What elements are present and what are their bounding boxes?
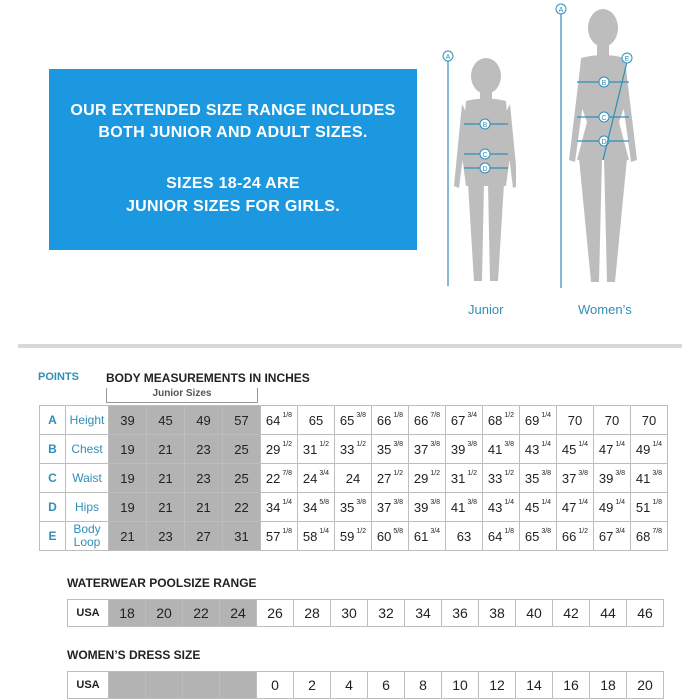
- table-row: [40, 522, 668, 551]
- whole-value: 35: [339, 499, 355, 515]
- whole-value: 70: [604, 412, 620, 428]
- womens-marker-a: A: [558, 7, 564, 14]
- junior-marker-c: C: [482, 152, 488, 159]
- fraction-value: 1/2: [317, 440, 330, 448]
- adult-size: 40: [516, 600, 553, 627]
- fraction-value: 1/2: [576, 527, 589, 535]
- adult-value: [261, 464, 298, 493]
- whole-value: 66: [376, 412, 392, 428]
- fraction-value: 3/8: [391, 440, 404, 448]
- fraction-value: 1/8: [502, 527, 515, 535]
- whole-value: 37: [561, 470, 577, 486]
- whole-value: 57: [265, 528, 281, 544]
- fraction-value: 1/4: [613, 498, 626, 506]
- adult-value: [631, 493, 668, 522]
- whole-value: 64: [487, 528, 503, 544]
- adult-value: [446, 406, 483, 435]
- junior-figure-label: Junior: [468, 302, 504, 317]
- whole-value: 68: [635, 528, 651, 544]
- point-letter: C: [40, 464, 66, 493]
- adult-size: 26: [257, 600, 294, 627]
- measurement-name: Height: [66, 406, 109, 435]
- junior-size: 18: [109, 600, 146, 627]
- adult-size: 36: [442, 600, 479, 627]
- adult-value: [520, 406, 557, 435]
- womens-marker-b: B: [601, 80, 607, 87]
- fraction-value: 7/8: [280, 469, 293, 477]
- junior-value: 21: [185, 493, 223, 522]
- adult-value: [446, 493, 483, 522]
- point-letter: A: [40, 406, 66, 435]
- adult-size: 14: [516, 672, 553, 699]
- whole-value: 22: [265, 470, 281, 486]
- adult-value: [520, 435, 557, 464]
- info-banner: [49, 69, 417, 250]
- banner-line-1: OUR EXTENDED SIZE RANGE INCLUDES: [70, 102, 396, 119]
- womens-marker-e: E: [624, 56, 630, 63]
- adult-value: [372, 493, 409, 522]
- whole-value: 66: [413, 412, 429, 428]
- fraction-value: 1/4: [613, 440, 626, 448]
- junior-size: 22: [183, 600, 220, 627]
- whole-value: 35: [376, 441, 392, 457]
- whole-value: 59: [339, 528, 355, 544]
- whole-value: 68: [487, 412, 503, 428]
- adult-value: [594, 406, 631, 435]
- adult-value: [298, 435, 335, 464]
- fraction-value: 3/8: [428, 440, 441, 448]
- adult-value: [557, 406, 594, 435]
- adult-size: 44: [590, 600, 627, 627]
- adult-value: [409, 522, 446, 551]
- whole-value: 47: [561, 499, 577, 515]
- junior-marker-a: A: [445, 54, 451, 61]
- junior-marker-d: D: [482, 166, 488, 173]
- whole-value: 47: [598, 441, 614, 457]
- fraction-value: 1/4: [502, 498, 515, 506]
- junior-value: 23: [147, 522, 185, 551]
- adult-value: [557, 493, 594, 522]
- whole-value: 49: [598, 499, 614, 515]
- fraction-value: 1/2: [502, 411, 515, 419]
- section-divider: [18, 344, 682, 348]
- whole-value: 31: [302, 441, 318, 457]
- dress-size-table: [67, 671, 664, 699]
- fraction-value: 1/4: [576, 440, 589, 448]
- adult-size: 12: [479, 672, 516, 699]
- adult-size: 18: [590, 672, 627, 699]
- adult-value: [483, 435, 520, 464]
- adult-size: 0: [257, 672, 294, 699]
- adult-value: [594, 493, 631, 522]
- adult-value: [335, 464, 372, 493]
- adult-value: [261, 406, 298, 435]
- fraction-value: 3/8: [428, 498, 441, 506]
- whole-value: 41: [635, 470, 651, 486]
- table-row: [40, 406, 668, 435]
- whole-value: 33: [339, 441, 355, 457]
- adult-value: [372, 435, 409, 464]
- whole-value: 31: [450, 470, 466, 486]
- whole-value: 37: [413, 441, 429, 457]
- adult-value: [261, 522, 298, 551]
- junior-sizes-bracket: [106, 388, 258, 403]
- fraction-value: 1/4: [539, 498, 552, 506]
- adult-value: [298, 464, 335, 493]
- adult-size: 4: [331, 672, 368, 699]
- womens-marker-d: D: [601, 139, 607, 146]
- fraction-value: 1/8: [280, 527, 293, 535]
- point-letter: D: [40, 493, 66, 522]
- fraction-value: 1/2: [354, 527, 367, 535]
- junior-size: 20: [146, 600, 183, 627]
- measurement-name: Chest: [66, 435, 109, 464]
- fraction-value: 1/4: [576, 498, 589, 506]
- adult-size: 34: [405, 600, 442, 627]
- adult-value: [631, 522, 668, 551]
- adult-value: [335, 435, 372, 464]
- junior-value: 19: [109, 464, 147, 493]
- whole-value: 60: [376, 528, 392, 544]
- whole-value: 45: [561, 441, 577, 457]
- whole-value: 67: [598, 528, 614, 544]
- fraction-value: 1/4: [539, 411, 552, 419]
- junior-size: [109, 672, 146, 699]
- measurement-name: Body Loop: [66, 522, 109, 551]
- junior-value: 25: [223, 435, 261, 464]
- whole-value: 64: [265, 412, 281, 428]
- whole-value: 65: [308, 412, 324, 428]
- adult-value: [335, 522, 372, 551]
- fraction-value: 1/2: [280, 440, 293, 448]
- womens-figure-label: Women’s: [578, 302, 632, 317]
- adult-size: 10: [442, 672, 479, 699]
- poolsize-table: [67, 599, 664, 627]
- whole-value: 66: [561, 528, 577, 544]
- junior-size: [220, 672, 257, 699]
- fraction-value: 3/8: [650, 469, 663, 477]
- whole-value: 27: [376, 470, 392, 486]
- junior-value: 49: [185, 406, 223, 435]
- fraction-value: 3/8: [539, 469, 552, 477]
- fraction-value: 3/4: [428, 527, 441, 535]
- point-letter: B: [40, 435, 66, 464]
- whole-value: 33: [487, 470, 503, 486]
- whole-value: 49: [635, 441, 651, 457]
- fraction-value: 1/4: [280, 498, 293, 506]
- adult-size: 20: [627, 672, 664, 699]
- whole-value: 24: [345, 470, 361, 486]
- adult-size: 28: [294, 600, 331, 627]
- adult-value: [372, 406, 409, 435]
- whole-value: 29: [265, 441, 281, 457]
- adult-value: [557, 522, 594, 551]
- adult-value: [594, 522, 631, 551]
- table-row: [40, 493, 668, 522]
- junior-size: [183, 672, 220, 699]
- banner-line-2: BOTH JUNIOR AND ADULT SIZES.: [98, 124, 368, 141]
- adult-value: [520, 464, 557, 493]
- whole-value: 24: [302, 470, 318, 486]
- size-row: [68, 600, 664, 627]
- measurements-table: [39, 405, 668, 551]
- junior-value: 23: [185, 435, 223, 464]
- fraction-value: 5/8: [317, 498, 330, 506]
- junior-value: 21: [147, 435, 185, 464]
- fraction-value: 1/4: [539, 440, 552, 448]
- whole-value: 39: [598, 470, 614, 486]
- point-letter: E: [40, 522, 66, 551]
- whole-value: 41: [450, 499, 466, 515]
- whole-value: 34: [265, 499, 281, 515]
- whole-value: 39: [450, 441, 466, 457]
- fraction-value: 3/4: [317, 469, 330, 477]
- adult-value: [409, 406, 446, 435]
- fraction-value: 1/2: [502, 469, 515, 477]
- whole-value: 69: [524, 412, 540, 428]
- adult-value: [335, 493, 372, 522]
- fraction-value: 3/4: [613, 527, 626, 535]
- adult-value: [631, 435, 668, 464]
- junior-value: 57: [223, 406, 261, 435]
- country-label: USA: [68, 672, 109, 699]
- adult-value: [483, 406, 520, 435]
- adult-value: [446, 435, 483, 464]
- adult-value: [409, 435, 446, 464]
- whole-value: 35: [524, 470, 540, 486]
- adult-size: 6: [368, 672, 405, 699]
- fraction-value: 3/8: [539, 527, 552, 535]
- fraction-value: 1/4: [650, 440, 663, 448]
- adult-size: 30: [331, 600, 368, 627]
- fraction-value: 3/8: [354, 411, 367, 419]
- adult-size: 38: [479, 600, 516, 627]
- junior-marker-b: B: [482, 122, 488, 129]
- fraction-value: 1/2: [465, 469, 478, 477]
- whole-value: 70: [641, 412, 657, 428]
- junior-sizes-label: Junior Sizes: [152, 388, 212, 399]
- adult-value: [409, 464, 446, 493]
- adult-size: 2: [294, 672, 331, 699]
- adult-value: [520, 522, 557, 551]
- measurement-name: Waist: [66, 464, 109, 493]
- adult-value: [409, 493, 446, 522]
- measurements-title: BODY MEASUREMENTS IN INCHES: [106, 371, 310, 385]
- fraction-value: 1/8: [391, 411, 404, 419]
- junior-value: 25: [223, 464, 261, 493]
- fraction-value: 1/2: [354, 440, 367, 448]
- points-label: POINTS: [38, 371, 79, 383]
- whole-value: 67: [450, 412, 466, 428]
- adult-size: 32: [368, 600, 405, 627]
- adult-size: 42: [553, 600, 590, 627]
- poolsize-title: WATERWEAR POOLSIZE RANGE: [67, 576, 257, 590]
- fraction-value: 1/2: [428, 469, 441, 477]
- junior-value: 27: [185, 522, 223, 551]
- whole-value: 34: [302, 499, 318, 515]
- dress-size-title: WOMEN’S DRESS SIZE: [67, 648, 201, 662]
- junior-value: 31: [223, 522, 261, 551]
- fraction-value: 3/4: [465, 411, 478, 419]
- whole-value: 29: [413, 470, 429, 486]
- fraction-value: 1/8: [650, 498, 663, 506]
- whole-value: 45: [524, 499, 540, 515]
- adult-size: 8: [405, 672, 442, 699]
- junior-size: 24: [220, 600, 257, 627]
- banner-line-3: SIZES 18-24 ARE: [166, 175, 300, 192]
- whole-value: 43: [524, 441, 540, 457]
- womens-marker-c: C: [601, 115, 607, 122]
- adult-size: 46: [627, 600, 664, 627]
- fraction-value: 3/8: [465, 498, 478, 506]
- whole-value: 43: [487, 499, 503, 515]
- junior-value: 19: [109, 493, 147, 522]
- whole-value: 63: [456, 528, 472, 544]
- fraction-value: 3/8: [354, 498, 367, 506]
- junior-value: 21: [109, 522, 147, 551]
- junior-size: [146, 672, 183, 699]
- adult-value: [446, 464, 483, 493]
- adult-value: [631, 406, 668, 435]
- fraction-value: 7/8: [650, 527, 663, 535]
- adult-value: [483, 522, 520, 551]
- whole-value: 37: [376, 499, 392, 515]
- adult-value: [298, 493, 335, 522]
- adult-value: [261, 493, 298, 522]
- whole-value: 41: [487, 441, 503, 457]
- whole-value: 51: [635, 499, 651, 515]
- measurement-name: Hips: [66, 493, 109, 522]
- adult-value: [631, 464, 668, 493]
- junior-value: 22: [223, 493, 261, 522]
- whole-value: 39: [413, 499, 429, 515]
- adult-value: [372, 464, 409, 493]
- fraction-value: 3/8: [613, 469, 626, 477]
- banner-line-4: JUNIOR SIZES FOR GIRLS.: [125, 198, 341, 215]
- fraction-value: 3/8: [576, 469, 589, 477]
- whole-value: 58: [302, 528, 318, 544]
- adult-value: [298, 522, 335, 551]
- fraction-value: 3/8: [502, 440, 515, 448]
- table-row: [40, 435, 668, 464]
- adult-value: [594, 435, 631, 464]
- adult-value: [335, 406, 372, 435]
- country-label: USA: [68, 600, 109, 627]
- table-row: [40, 464, 668, 493]
- fraction-value: 3/8: [391, 498, 404, 506]
- adult-value: [483, 493, 520, 522]
- adult-value: [446, 522, 483, 551]
- junior-value: 39: [109, 406, 147, 435]
- adult-value: [483, 464, 520, 493]
- junior-value: 21: [147, 464, 185, 493]
- fraction-value: 3/8: [465, 440, 478, 448]
- fraction-value: 7/8: [428, 411, 441, 419]
- adult-size: 16: [553, 672, 590, 699]
- junior-value: 23: [185, 464, 223, 493]
- fraction-value: 1/4: [317, 527, 330, 535]
- junior-figure-illustration: [436, 46, 516, 296]
- whole-value: 61: [413, 528, 429, 544]
- size-row: [68, 672, 664, 699]
- adult-value: [557, 464, 594, 493]
- adult-value: [594, 464, 631, 493]
- adult-value: [261, 435, 298, 464]
- junior-value: 21: [147, 493, 185, 522]
- adult-value: [298, 406, 335, 435]
- womens-figure-illustration: [553, 0, 653, 296]
- junior-value: 19: [109, 435, 147, 464]
- whole-value: 70: [567, 412, 583, 428]
- fraction-value: 5/8: [391, 527, 404, 535]
- fraction-value: 1/2: [391, 469, 404, 477]
- whole-value: 65: [339, 412, 355, 428]
- adult-value: [557, 435, 594, 464]
- whole-value: 65: [524, 528, 540, 544]
- junior-value: 45: [147, 406, 185, 435]
- adult-value: [372, 522, 409, 551]
- adult-value: [520, 493, 557, 522]
- fraction-value: 1/8: [280, 411, 293, 419]
